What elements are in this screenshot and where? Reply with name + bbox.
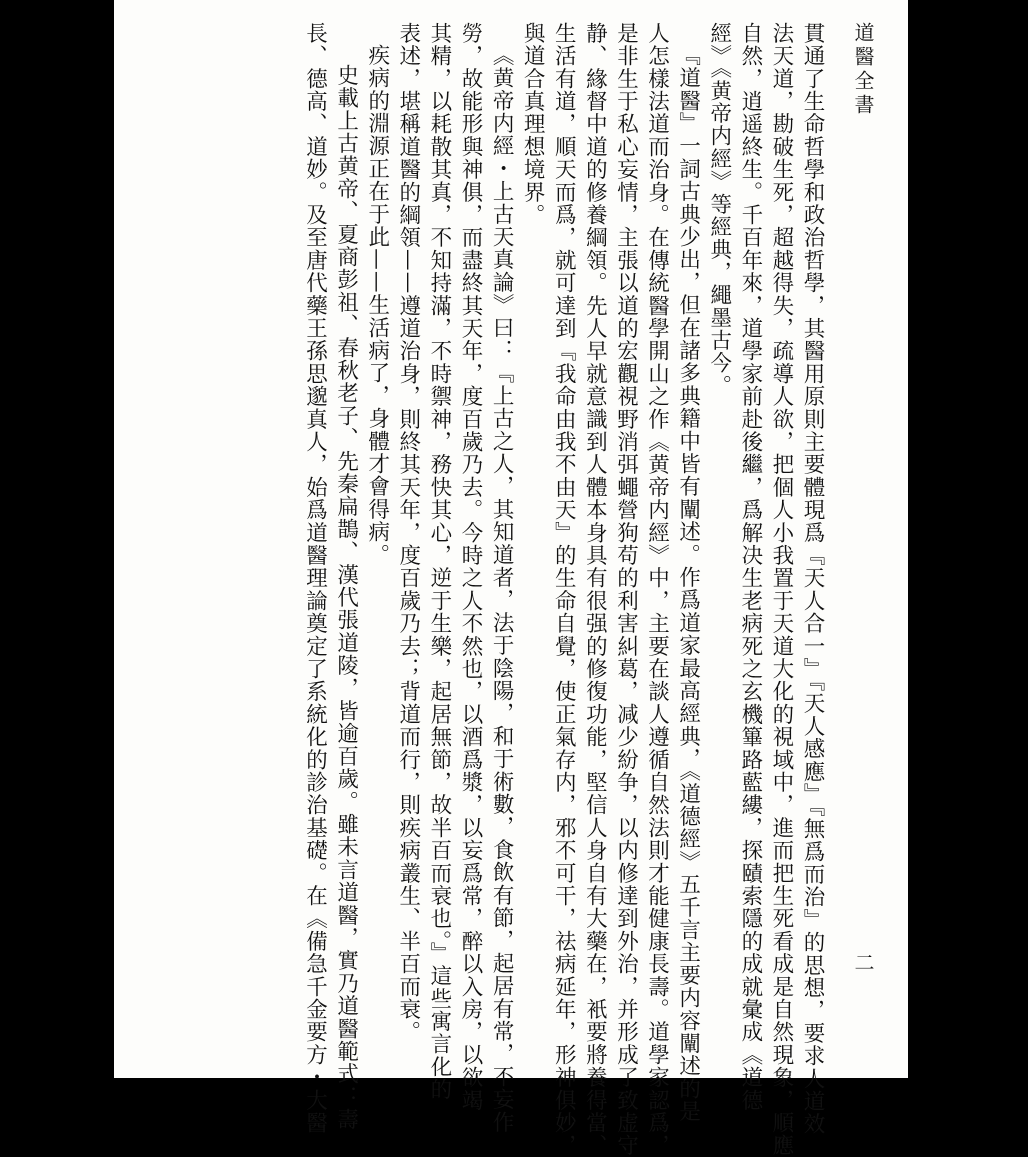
body-text <box>299 22 828 1157</box>
text-column: 疾病的淵源正在于此——生活病了，身體才會得病。 <box>364 44 390 567</box>
text-column: 經》《黄帝内經》等經典，繩墨古今。 <box>706 22 732 398</box>
text-column: 是非生于私心妄情，主張以道的宏觀視野消弭蠅營狗苟的利害糾葛，减少紛争，以内修達到外治，并形成了致虚守 <box>613 22 639 1157</box>
text-column: 表述，堪稱道醫的綱領——遵道治身，則終其天年，度百歲乃去；背道而行，則疾病叢生、半百而衰。 <box>395 22 421 1044</box>
text-column: 生活有道，順天而爲，就可達到『我命由我不由天』的生命自覺，使正氣存内，邪不可干，祛病延年，形神俱妙， <box>551 22 577 1157</box>
text-column: 貫通了生命哲學和政治哲學，其醫用原則主要體現爲『天人合一』『天人感應』『無爲而治』的思想，要求人道效 <box>800 22 825 1136</box>
text-column: 自然，逍遥終生。千百年來，道學家前赴後繼，爲解决生老病死之玄機篳路藍縷，探賾索隱的成就彙成《道德 <box>737 22 763 1112</box>
text-column: 與道合真理想境界。 <box>520 22 546 227</box>
page-number: 二 <box>851 952 875 976</box>
text-column: 《黄帝内經・上古天真論》曰：『上古之人，其知道者，法于陰陽，和于術數，食飲有節，起居有常，不妄作 <box>489 44 515 1134</box>
text-column: 勞，故能形與神俱，而盡終其天年，度百歲乃去。今時之人不然也，以酒爲漿，以妄爲常，醉以入房，以欲竭 <box>457 22 483 1112</box>
text-column: 静、緣督中道的修養綱領。先人早就意識到人體本身具有很强的修復功能，堅信人身自有大藥在，衹要將養得當、 <box>582 22 608 1157</box>
text-column: 史載上古黄帝、夏商彭祖、春秋老子、先秦扁鵲、漢代張道陵，皆逾百歲。雖未言道醫，實乃道醫範式：壽 <box>333 64 359 1131</box>
text-column: 其精，以耗散其真，不知持滿，不時禦神，務快其心，逆于生樂，起居無節，故半百而衰也。』這些寓言化的 <box>426 22 452 1101</box>
text-column: 長、德高、道妙。及至唐代藥王孫思邈真人，始爲道醫理論奠定了系統化的診治基礎。在《備急千金要方・大醫 <box>302 22 328 1135</box>
text-column: 『道醫』一詞古典少出，但在諸多典籍中皆有闡述。作爲道家最高經典，《道德經》五千言主要内容闡述的是 <box>675 44 701 1123</box>
running-header: 道醫全書 <box>851 22 875 118</box>
book-page <box>114 0 908 1157</box>
text-column: 人怎樣法道而治身。在傳統醫學開山之作《黄帝内經》中，主要在談人遵循自然法則才能健康長壽。道學家認爲， <box>644 22 670 1157</box>
text-column: 法天道，勘破生死，超越得失，疏導人欲，把個人小我置于天道大化的視域中，進而把生死看成是自然現象，順應 <box>768 22 794 1157</box>
